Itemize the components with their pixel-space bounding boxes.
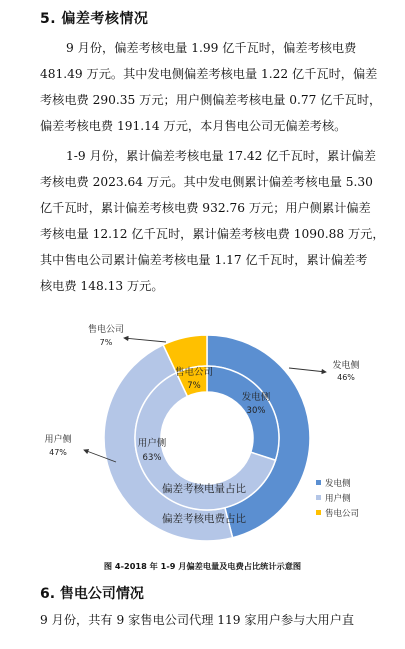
text-line: 9 月份，偏差考核电量 1.99 亿千瓦时，偏差考核电费: [66, 41, 357, 55]
legend-label-2: 售电公司: [325, 509, 360, 519]
legend-swatch-0: [316, 480, 321, 485]
text-line: 考核电费 290.35 万元；用户侧偏差考核电量 0.77 亿千瓦时，: [40, 93, 382, 107]
text-line: 核电费 148.13 万元。: [40, 279, 164, 293]
leader-shoudian: [124, 338, 166, 342]
inner-label-shoudian: 售电公司: [174, 367, 214, 378]
inner-label-yonghu: 用户侧: [137, 438, 167, 449]
section-5-paragraph-1: [40, 35, 398, 139]
text-line: 1-9 月份，累计偏差考核电量 17.42 亿千瓦时，累计偏差: [66, 149, 376, 163]
section-5-paragraph-2: [40, 143, 398, 299]
donut-chart: [44, 320, 374, 552]
section-6-heading: 6. 售电公司情况: [40, 586, 144, 602]
inner-pct-fadian: 30%: [246, 406, 266, 416]
ring-title-electricity: 偏差考核电量占比: [162, 483, 246, 495]
outer-label-yonghu: 用户侧: [44, 435, 72, 445]
donut-chart-figure: [44, 320, 374, 552]
outer-label-shoudian: 售电公司: [87, 325, 125, 335]
section-5-heading: 5. 偏差考核情况: [40, 11, 149, 27]
figure-caption: 图 4-2018 年 1-9 月偏差电量及电费占比统计示意图: [103, 561, 302, 571]
text-line: 偏差考核电费 191.14 万元，本月售电公司无偏差考核。: [40, 119, 347, 133]
text-line: 481.49 万元。其中发电侧偏差考核电量 1.22 亿千瓦时，偏差: [40, 67, 378, 81]
outer-label-fadian: 发电侧: [332, 361, 360, 371]
outer-pct-fadian: 46%: [337, 373, 355, 382]
inner-pct-shoudian: 7%: [187, 381, 201, 391]
text-line: 9 月份，共有 9 家售电公司代理 119 家用户参与大用户直: [40, 613, 355, 627]
outer-pct-yonghu: 47%: [49, 448, 67, 457]
text-line: 亿千瓦时，累计偏差考核电费 932.76 万元；用户侧累计偏差: [40, 201, 371, 215]
inner-label-fadian: 发电侧: [241, 392, 271, 403]
text-line: 其中售电公司累计偏差考核电量 1.17 亿千瓦时，累计偏差考: [40, 253, 368, 267]
inner-pct-yonghu: 63%: [142, 453, 162, 463]
text-line: 考核电费 2023.64 万元。其中发电侧累计偏差考核电量 5.30: [40, 175, 373, 189]
legend-swatch-1: [316, 495, 321, 500]
legend-label-0: 发电侧: [325, 479, 351, 489]
leader-fadian: [289, 368, 326, 372]
section-6-paragraph: [40, 607, 400, 633]
legend-label-1: 用户侧: [325, 494, 351, 504]
outer-pct-shoudian: 7%: [99, 338, 113, 347]
legend-swatch-2: [316, 510, 321, 515]
ring-title-fee: 偏差考核电费占比: [162, 513, 246, 525]
text-line: 考核电量 12.12 亿千瓦时，累计偏差考核电费 1090.88 万元，: [40, 227, 385, 241]
